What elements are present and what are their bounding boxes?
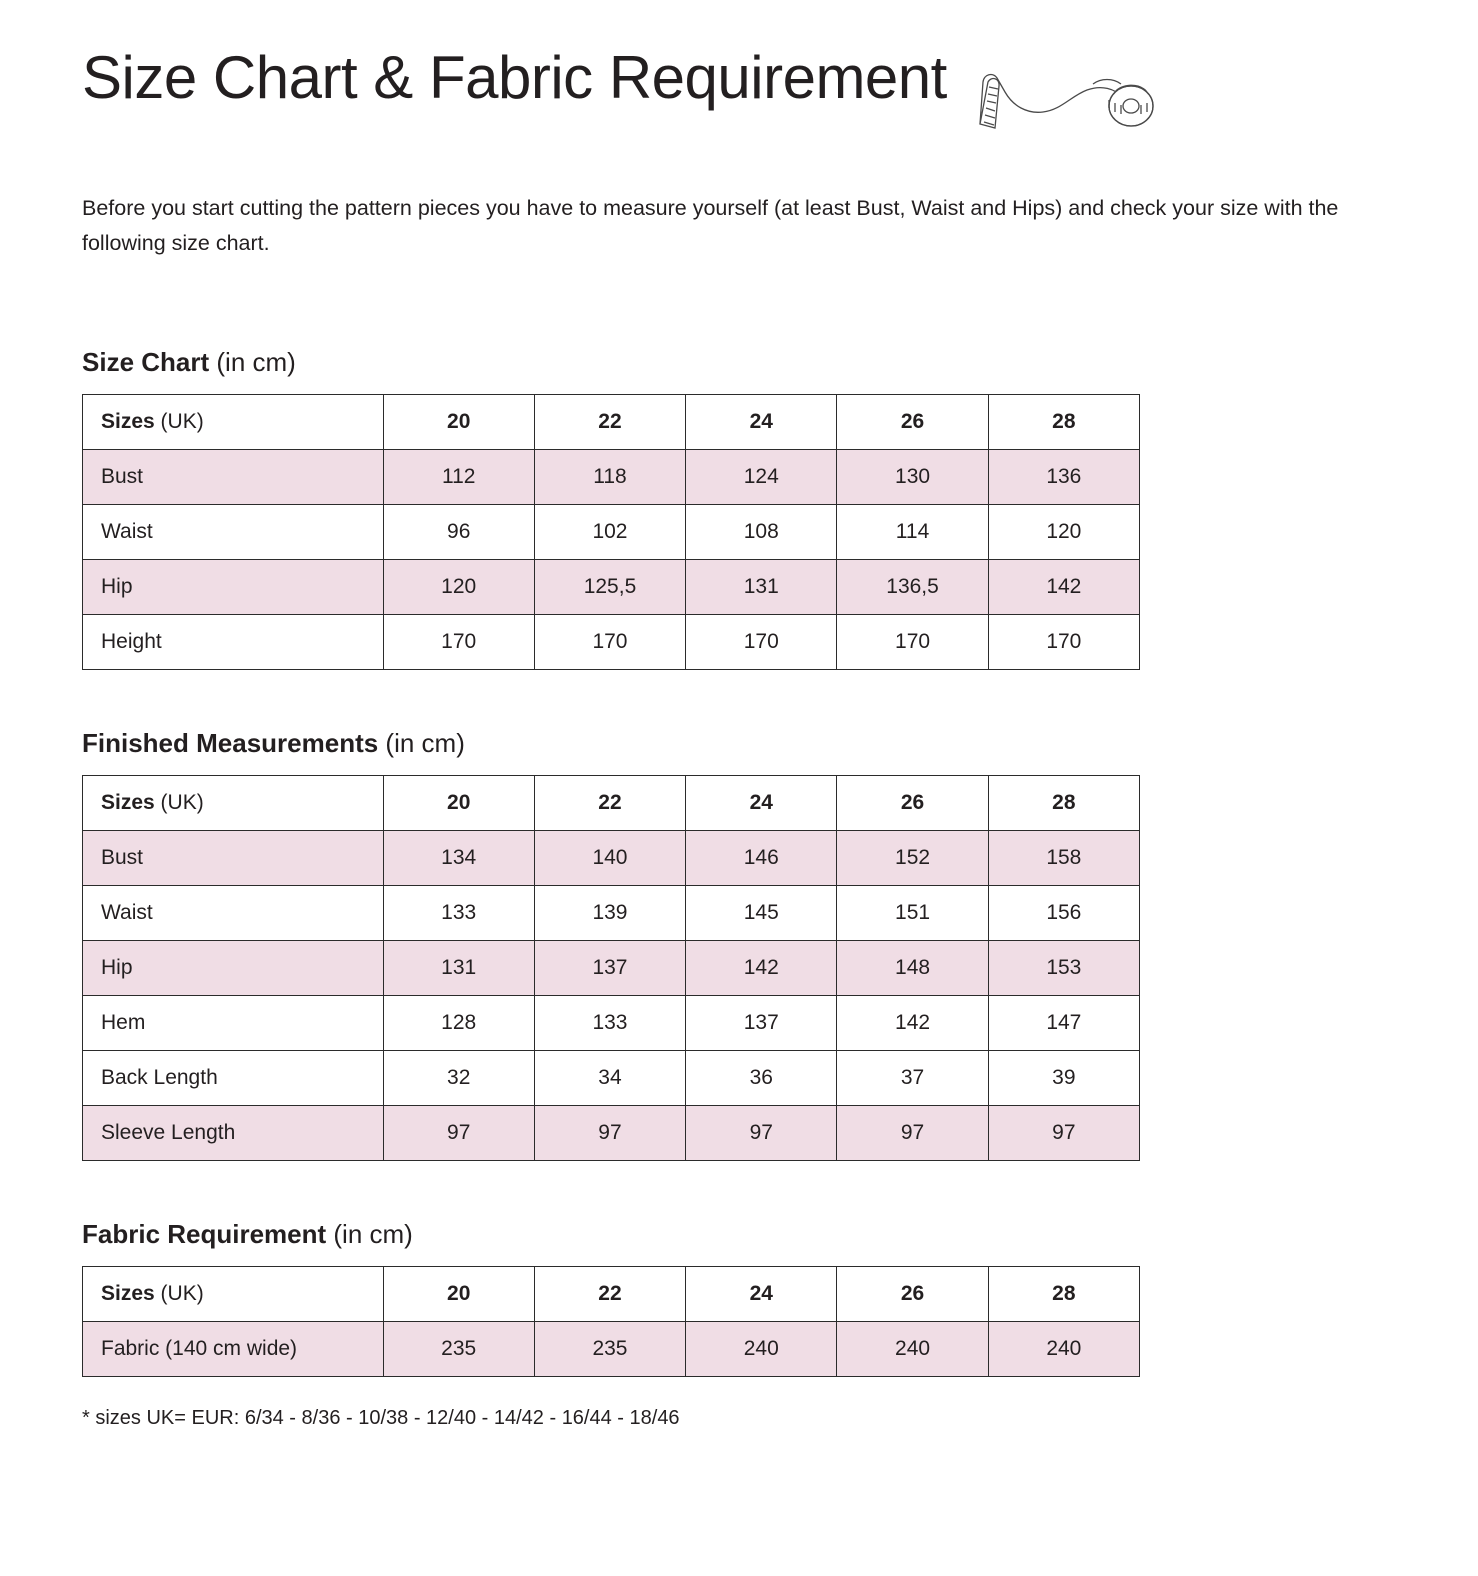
cell: 114 <box>837 504 988 559</box>
row-label-hip: Hip <box>83 940 384 995</box>
cell: 170 <box>988 614 1139 669</box>
table-row <box>83 940 1140 995</box>
header-size-28: 28 <box>988 1266 1139 1321</box>
cell: 124 <box>686 449 837 504</box>
table-row <box>83 1050 1140 1105</box>
cell: 36 <box>686 1050 837 1105</box>
section-title-fabric-requirement <box>82 1219 1398 1250</box>
header-sizes-label <box>83 1266 384 1321</box>
section-title-unit: (in cm) <box>209 346 296 377</box>
section-title-unit: (in cm) <box>378 727 465 758</box>
row-label-sleeve-length: Sleeve Length <box>83 1105 384 1160</box>
cell: 152 <box>837 830 988 885</box>
page-header <box>82 46 1398 147</box>
row-label-bust: Bust <box>83 830 384 885</box>
header-sizes-bold: Sizes <box>101 409 155 433</box>
intro-paragraph: Before you start cutting the pattern pieces you have to measure yourself (at least Bust, Waist and Hips) and check your size with the following size chart. <box>82 196 1339 255</box>
cell: 137 <box>534 940 685 995</box>
cell: 153 <box>988 940 1139 995</box>
header-size-24: 24 <box>686 1266 837 1321</box>
table-header-row <box>83 1266 1140 1321</box>
table-row <box>83 885 1140 940</box>
row-label-fabric: Fabric (140 cm wide) <box>83 1321 384 1376</box>
cell: 136 <box>988 449 1139 504</box>
row-label-hip: Hip <box>83 559 384 614</box>
section-title-text: Fabric Requirement <box>82 1218 327 1249</box>
cell: 240 <box>837 1321 988 1376</box>
section-fabric-requirement <box>82 1219 1398 1377</box>
cell: 120 <box>988 504 1139 559</box>
section-finished-measurements <box>82 728 1398 1161</box>
table-header-row <box>83 394 1140 449</box>
section-title-text: Size Chart <box>82 346 210 377</box>
cell: 170 <box>686 614 837 669</box>
cell: 145 <box>686 885 837 940</box>
table-header-row <box>83 775 1140 830</box>
cell: 240 <box>988 1321 1139 1376</box>
cell: 34 <box>534 1050 685 1105</box>
section-size-chart <box>82 347 1398 670</box>
header-sizes-label <box>83 394 384 449</box>
cell: 118 <box>534 449 685 504</box>
header-size-26: 26 <box>837 775 988 830</box>
header-size-28: 28 <box>988 394 1139 449</box>
section-title-size-chart <box>82 347 1398 378</box>
header-sizes-bold: Sizes <box>101 1281 155 1305</box>
cell: 148 <box>837 940 988 995</box>
cell: 170 <box>383 614 534 669</box>
header-sizes-rest: (UK) <box>154 1281 204 1305</box>
cell: 97 <box>988 1105 1139 1160</box>
measuring-tape-icon <box>975 62 1155 147</box>
cell: 147 <box>988 995 1139 1050</box>
cell: 97 <box>837 1105 988 1160</box>
cell: 128 <box>383 995 534 1050</box>
table-row <box>83 449 1140 504</box>
cell: 170 <box>837 614 988 669</box>
cell: 134 <box>383 830 534 885</box>
cell: 240 <box>686 1321 837 1376</box>
header-size-26: 26 <box>837 394 988 449</box>
cell: 131 <box>686 559 837 614</box>
header-size-24: 24 <box>686 394 837 449</box>
cell: 108 <box>686 504 837 559</box>
header-size-26: 26 <box>837 1266 988 1321</box>
cell: 97 <box>534 1105 685 1160</box>
header-size-28: 28 <box>988 775 1139 830</box>
section-title-text: Finished Measurements <box>82 727 379 758</box>
cell: 133 <box>383 885 534 940</box>
header-sizes-rest: (UK) <box>154 790 204 814</box>
header-size-20: 20 <box>383 775 534 830</box>
cell: 142 <box>988 559 1139 614</box>
cell: 170 <box>534 614 685 669</box>
footnote: * sizes UK= EUR: 6/34 - 8/36 - 10/38 - 12/40 - 14/42 - 16/44 - 18/46 <box>82 1406 680 1429</box>
table-row <box>83 614 1140 669</box>
table-row <box>83 504 1140 559</box>
cell: 142 <box>837 995 988 1050</box>
cell: 97 <box>686 1105 837 1160</box>
page-title: Size Chart & Fabric Requirement <box>82 44 947 111</box>
header-size-22: 22 <box>534 394 685 449</box>
table-row <box>83 1321 1140 1376</box>
cell: 133 <box>534 995 685 1050</box>
header-size-22: 22 <box>534 1266 685 1321</box>
cell: 136,5 <box>837 559 988 614</box>
cell: 151 <box>837 885 988 940</box>
cell: 156 <box>988 885 1139 940</box>
section-title-finished-measurements <box>82 728 1398 759</box>
row-label-back-length: Back Length <box>83 1050 384 1105</box>
size-chart-table <box>82 394 1140 670</box>
cell: 235 <box>534 1321 685 1376</box>
table-row <box>83 1105 1140 1160</box>
table-row <box>83 995 1140 1050</box>
cell: 137 <box>686 995 837 1050</box>
cell: 158 <box>988 830 1139 885</box>
finished-measurements-table <box>82 775 1140 1161</box>
section-title-unit: (in cm) <box>326 1218 413 1249</box>
header-sizes-label <box>83 775 384 830</box>
row-label-height: Height <box>83 614 384 669</box>
cell: 146 <box>686 830 837 885</box>
cell: 131 <box>383 940 534 995</box>
cell: 125,5 <box>534 559 685 614</box>
cell: 37 <box>837 1050 988 1105</box>
header-size-20: 20 <box>383 394 534 449</box>
row-label-hem: Hem <box>83 995 384 1050</box>
cell: 120 <box>383 559 534 614</box>
cell: 96 <box>383 504 534 559</box>
header-size-22: 22 <box>534 775 685 830</box>
header-size-20: 20 <box>383 1266 534 1321</box>
row-label-waist: Waist <box>83 885 384 940</box>
cell: 130 <box>837 449 988 504</box>
table-row <box>83 830 1140 885</box>
cell: 140 <box>534 830 685 885</box>
cell: 97 <box>383 1105 534 1160</box>
cell: 142 <box>686 940 837 995</box>
header-sizes-bold: Sizes <box>101 790 155 814</box>
cell: 39 <box>988 1050 1139 1105</box>
row-label-bust: Bust <box>83 449 384 504</box>
cell: 32 <box>383 1050 534 1105</box>
fabric-requirement-table <box>82 1266 1140 1377</box>
header-size-24: 24 <box>686 775 837 830</box>
header-sizes-rest: (UK) <box>154 409 204 433</box>
row-label-waist: Waist <box>83 504 384 559</box>
cell: 235 <box>383 1321 534 1376</box>
cell: 112 <box>383 449 534 504</box>
cell: 102 <box>534 504 685 559</box>
cell: 139 <box>534 885 685 940</box>
table-row <box>83 559 1140 614</box>
